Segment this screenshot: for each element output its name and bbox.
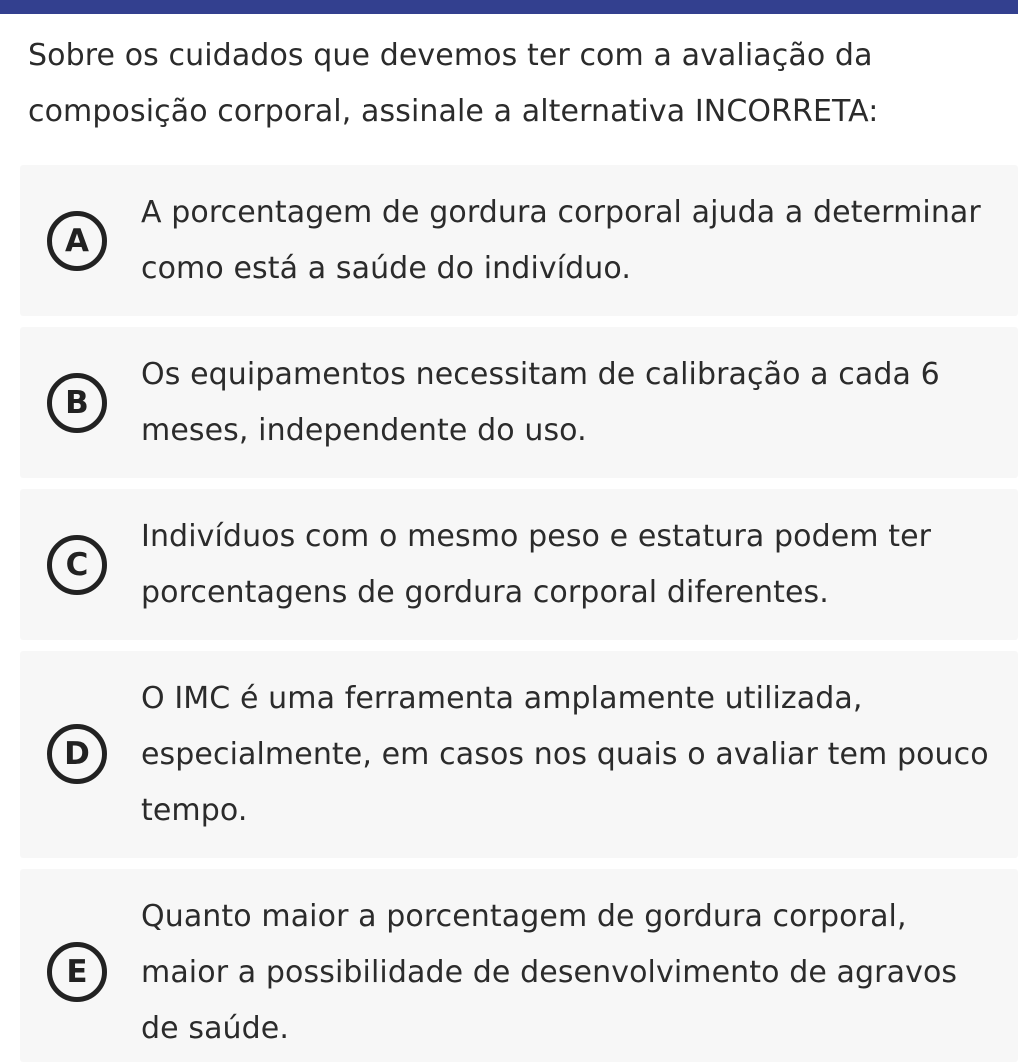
option-e-letter-badge: E [47, 942, 107, 1002]
option-a-text: A porcentagem de gordura corporal ajuda a determinar como está a saúde do indivíduo. [141, 195, 981, 286]
question-text: Sobre os cuidados que devemos ter com a avaliação da composição corporal, assinale a alternativa INCORRETA: [28, 38, 879, 129]
option-d-letter-badge: D [47, 724, 107, 784]
option-b[interactable] [20, 327, 1018, 478]
option-a[interactable] [20, 165, 1018, 316]
option-b-text: Os equipamentos necessitam de calibração a cada 6 meses, independente do uso. [141, 357, 940, 448]
option-d[interactable] [20, 651, 1018, 858]
option-e-text: Quanto maior a porcentagem de gordura corporal, maior a possibilidade de desenvolvimento de agravos de saúde. [141, 899, 958, 1046]
option-c-letter-badge: C [47, 535, 107, 595]
option-c-text: Indivíduos com o mesmo peso e estatura podem ter porcentagens de gordura corporal diferentes. [141, 519, 932, 610]
option-e[interactable] [20, 869, 1018, 1062]
option-c[interactable] [20, 489, 1018, 640]
top-bar [0, 0, 1018, 14]
option-b-letter-badge: B [47, 373, 107, 433]
option-a-letter-badge: A [47, 211, 107, 271]
option-d-text: O IMC é uma ferramenta amplamente utilizada, especialmente, em casos nos quais o avaliar tem pouco tempo. [141, 681, 989, 828]
